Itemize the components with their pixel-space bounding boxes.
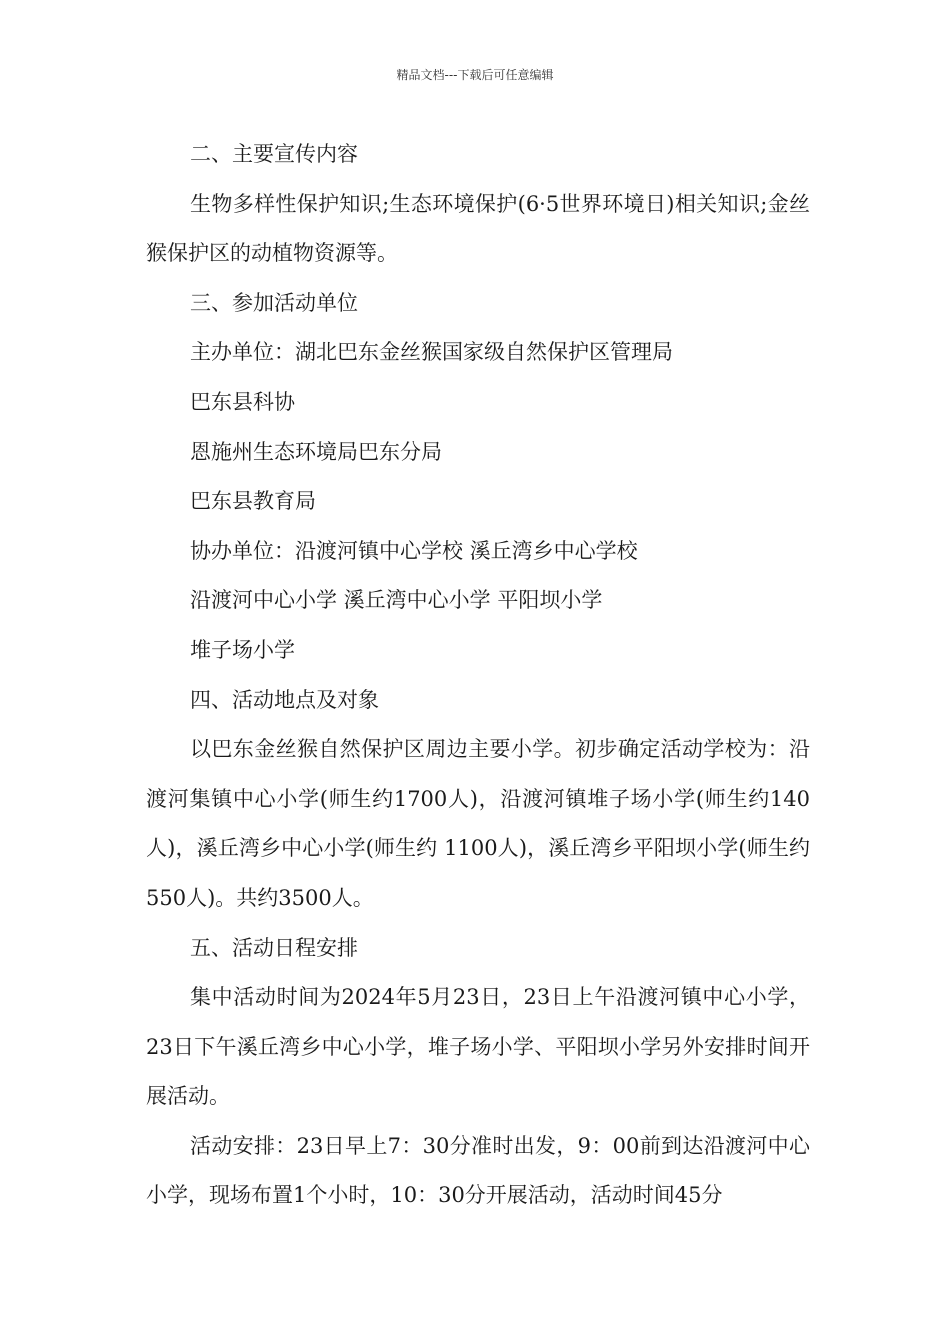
paragraph-unit-science-association: 巴东县科协: [190, 389, 295, 414]
paragraph-publicity-topics: 生物多样性保护知识;生态环境保护(6·5世界环境日)相关知识;金丝猴保护区的动植物资源等。: [146, 191, 810, 266]
document-body: [146, 130, 810, 1221]
section-heading-publicity-content: 二、主要宣传内容: [190, 142, 358, 166]
section-heading-schedule: 五、活动日程安排: [190, 935, 358, 960]
paragraph-co-organizers: 协办单位：沿渡河镇中心学校 溪丘湾乡中心学校: [190, 538, 638, 563]
paragraph-co-organizer-schools: 沿渡河中心小学 溪丘湾中心小学 平阳坝小学: [190, 588, 603, 613]
paragraph-host-unit: 主办单位：湖北巴东金丝猴国家级自然保护区管理局: [190, 340, 673, 365]
section-heading-participating-units: 三、参加活动单位: [190, 290, 358, 315]
paragraph-schedule-details: 活动安排：23日早上7：30分准时出发，9：00前到达沿渡河中心小学，现场布置1个小时，10：30分开展活动，活动时间45分: [146, 1133, 810, 1208]
paragraph-location-audience: 以巴东金丝猴自然保护区周边主要小学。初步确定活动学校为：沿渡河集镇中心小学(师生约1700人)，沿渡河镇堆子场小学(师生约140人)，溪丘湾乡中心小学(师生约 1100人)，溪丘湾乡平阳坝小学(师生约550人)。共约3500人。: [146, 737, 810, 910]
section-heading-location-audience: 四、活动地点及对象: [190, 687, 379, 712]
paragraph-unit-ecology-bureau: 恩施州生态环境局巴东分局: [190, 439, 442, 464]
paragraph-co-organizer-school-last: 堆子场小学: [190, 637, 295, 662]
paragraph-unit-education-bureau: 巴东县教育局: [190, 489, 316, 514]
paragraph-schedule-dates: 集中活动时间为2024年5月23日，23日上午沿渡河镇中心小学，23日下午溪丘湾乡中心小学，堆子场小学、平阳坝小学另外安排时间开展活动。: [146, 985, 810, 1109]
page-header: 精品文档---下载后可任意编辑: [396, 68, 554, 82]
